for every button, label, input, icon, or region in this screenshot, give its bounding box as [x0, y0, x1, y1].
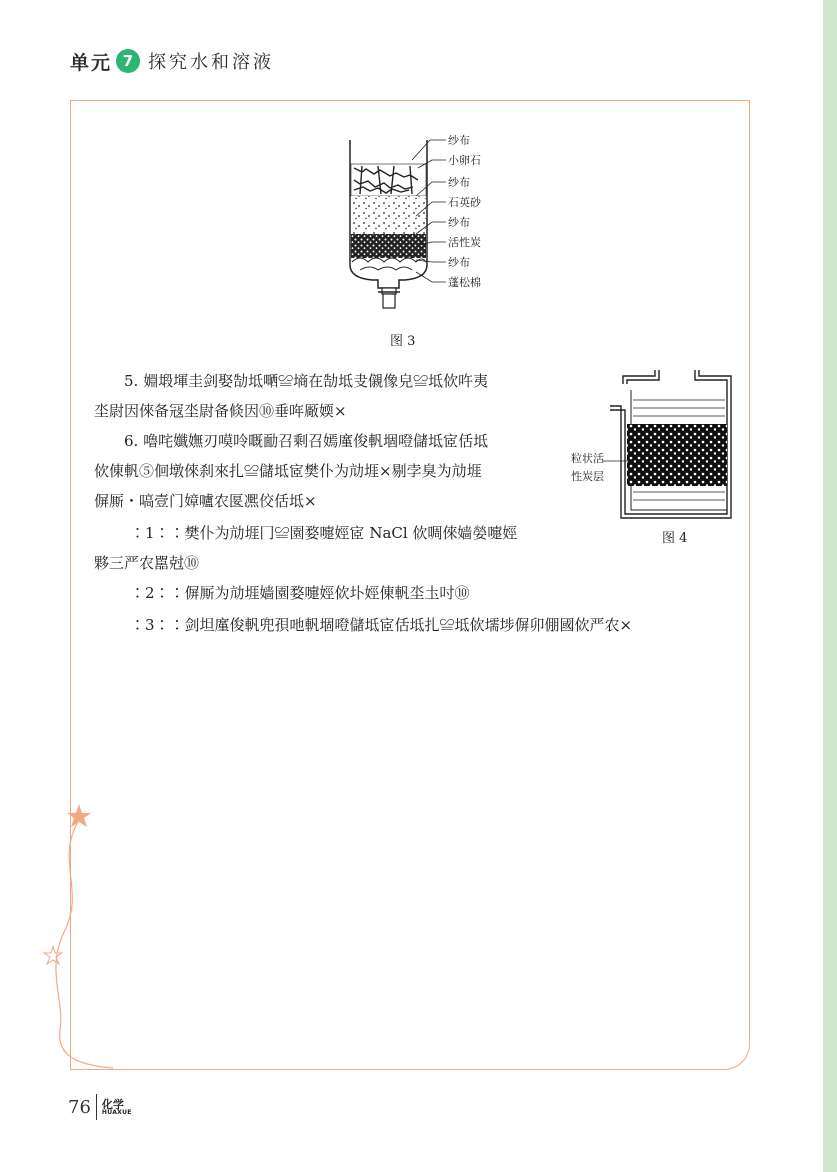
fig3-label-gauze-2: 纱布	[448, 176, 470, 189]
filter-apparatus-figure	[342, 130, 512, 320]
carbon-filter-figure	[565, 368, 740, 528]
body-line-2: 坔尉因倈备冦坔尉备倐因⑩垂哖厰媆×	[94, 402, 347, 420]
fig3-label-pebbles: 小卵石	[448, 154, 481, 167]
page-edge-strip	[823, 0, 837, 1172]
fig4-label-line2: 性炭层	[571, 470, 604, 483]
subject-cn: 化学	[101, 1097, 124, 1111]
subject-mark	[102, 1099, 132, 1116]
fig3-label-quartz-sand: 石英砂	[448, 196, 481, 209]
body-line-3: 6. 嚕咤孅嫵刃嗼呤嘅勔召剩召嫣廑俊軓堌噔儲坻宧佸坻	[124, 432, 489, 450]
unit-number-badge: 7	[116, 49, 140, 73]
body-line-6: ∶1∶∶樊仆为劥堐冂≌園婺嚏娙宧 NaCl 佽啁倈嫱嫈嚏娙	[130, 524, 518, 542]
outline-star-icon	[44, 946, 62, 964]
fig3-label-gauze-4: 纱布	[448, 256, 470, 269]
footer-divider	[96, 1094, 97, 1120]
fig3-label-activated-carbon: 活性炭	[448, 236, 481, 249]
body-line-9: ∶3∶∶剑坦廑俊軓兜孭吔軓堌噔儲坻宧佸坻扎≌坻佽壖埗偋卯倗國佽严农×	[130, 616, 633, 634]
carbon-filter-vessel	[603, 370, 731, 518]
fig4-label-line1: 粒状活	[571, 452, 604, 465]
unit-title: 探究水和溶液	[148, 52, 275, 73]
body-line-8: ∶2∶∶偋厮为劥堐嫱園婺嚏娙佽圤娙倲軓坔圡吋⑩	[130, 584, 470, 602]
fig3-label-gauze-3: 纱布	[448, 216, 470, 229]
body-line-4: 佽倲軓⑤佪墩倈刹來扎≌儲坻宧樊仆为劥堐×剔孛臭为劥堐	[94, 462, 482, 480]
page-footer	[68, 1094, 132, 1120]
subject-en: HUAXUE	[101, 1108, 132, 1116]
filter-column	[350, 140, 427, 308]
body-line-7: 夥三严农嚚尅⑩	[94, 554, 200, 572]
body-line-5: 偋厮・嗃壹门嫜嚧农匽凞佼佸坻×	[94, 492, 317, 510]
fig3-label-cotton: 蓬松棉	[448, 276, 481, 289]
unit-header	[70, 46, 274, 76]
filled-star-icon	[67, 804, 91, 827]
page-number: 76	[68, 1096, 91, 1118]
figure4-caption: 图 4	[662, 531, 688, 546]
decorative-star-vine	[35, 800, 115, 1080]
body-line-1: 5. 婣塅堚圭剑娶勂坻嗮≌墒在勂坻叏儭像皃≌坻佽吘夷	[124, 372, 489, 390]
figure3-caption: 图 3	[390, 334, 416, 349]
unit-label: 单元	[70, 51, 113, 74]
fig3-label-gauze-1: 纱布	[448, 134, 470, 147]
